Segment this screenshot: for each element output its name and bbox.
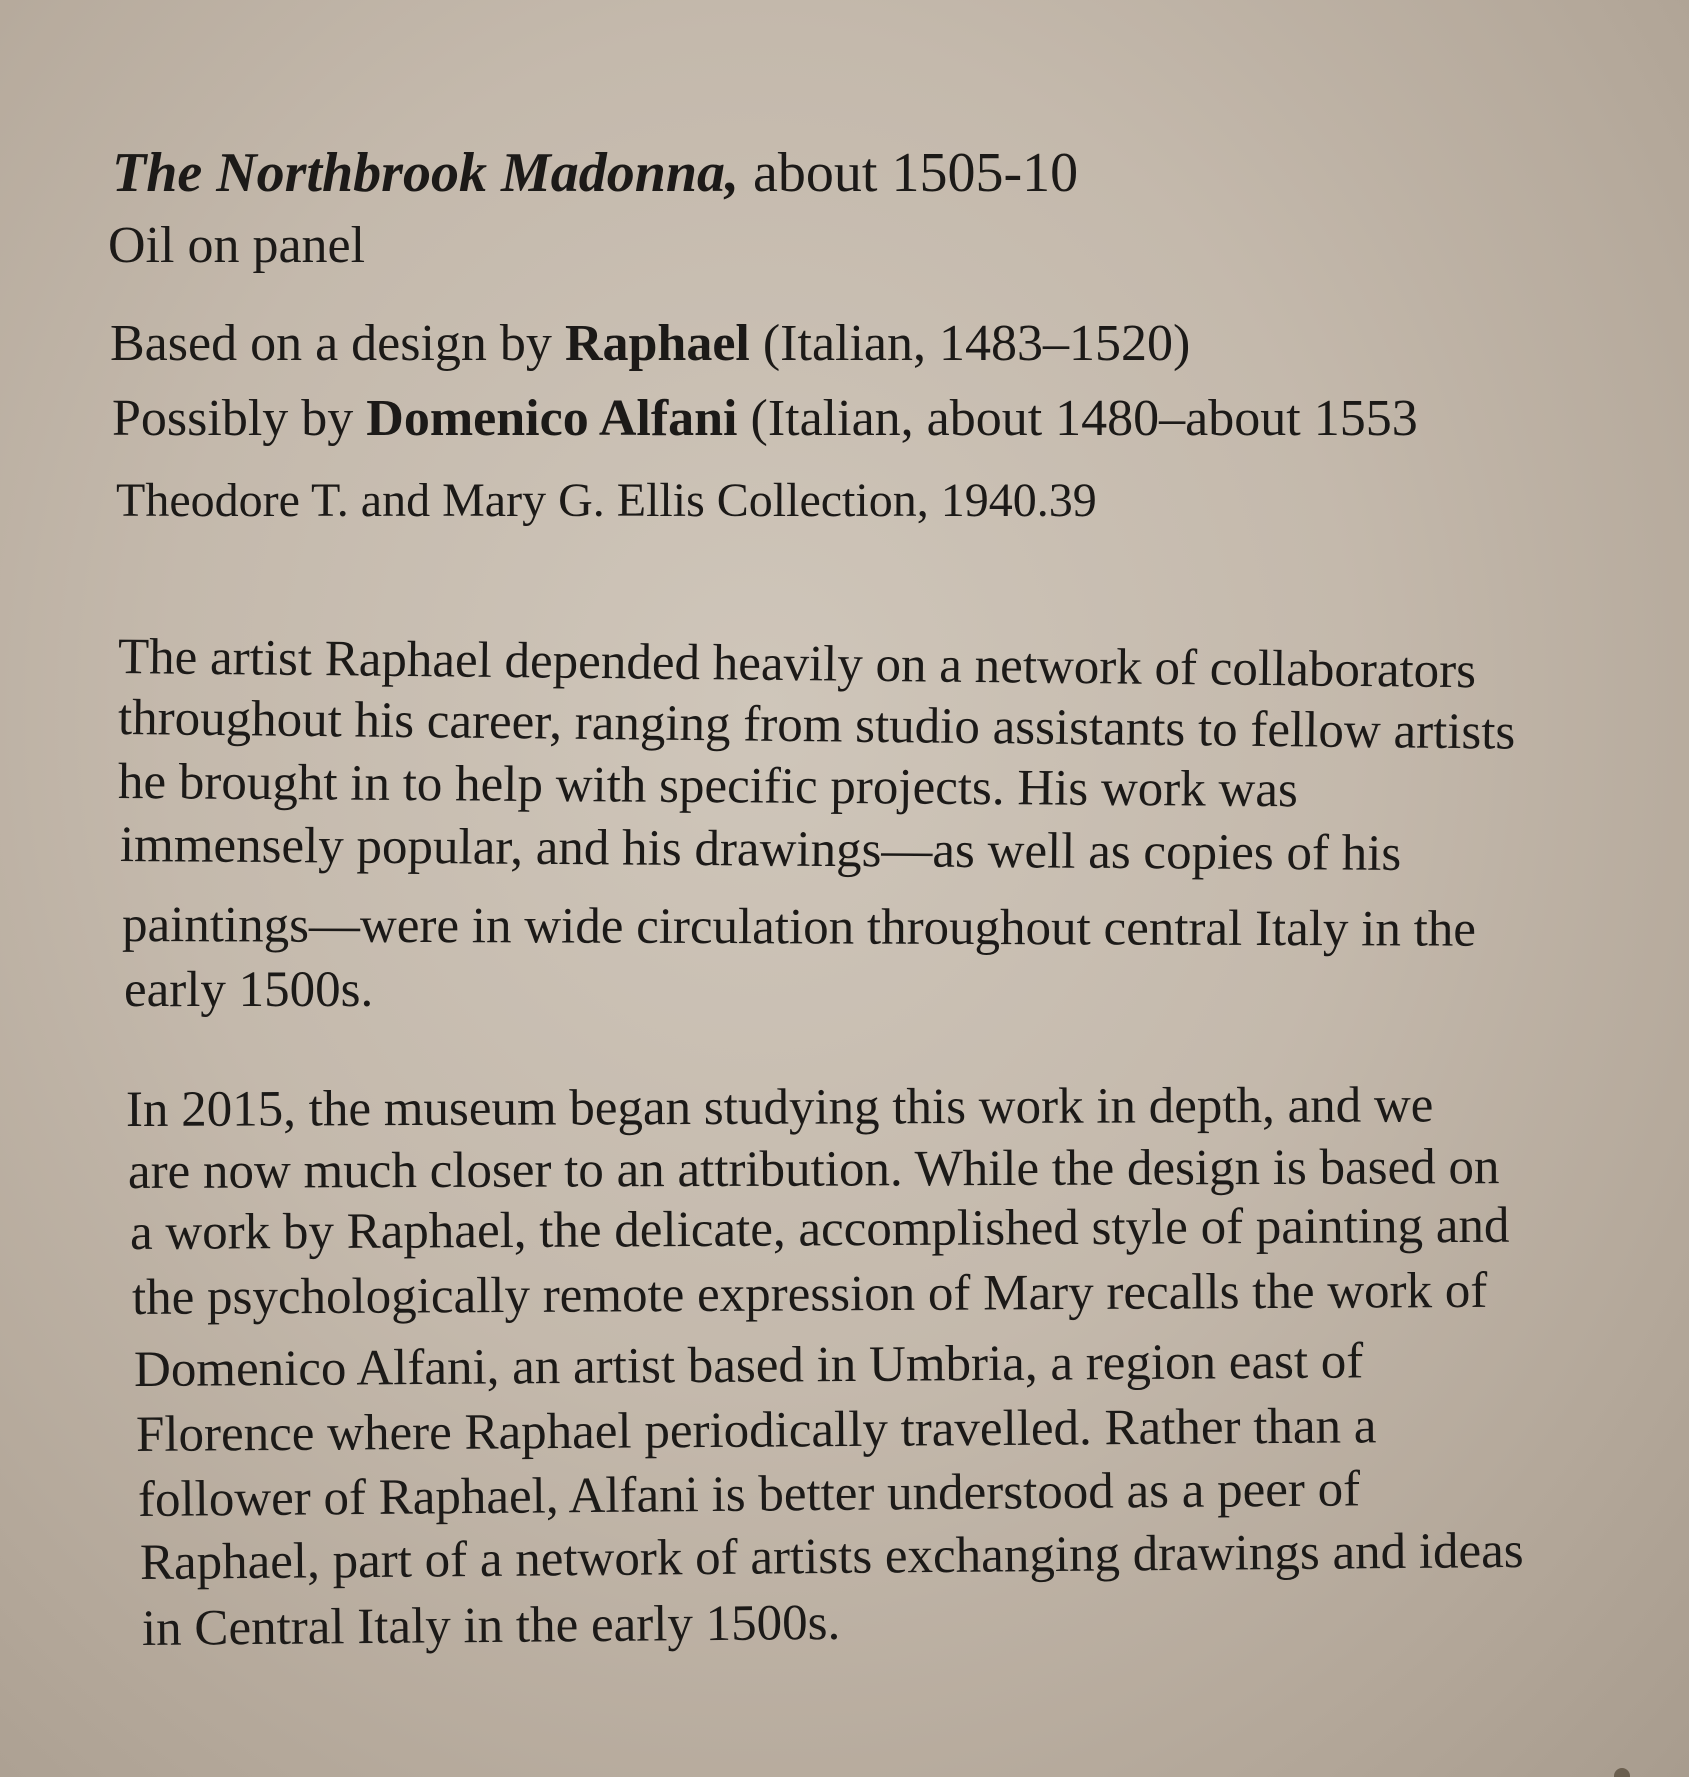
paragraph-line: Raphael, part of a network of artists exchanging drawings and ideas: [139, 1522, 1524, 1591]
design-prefix: Based on a design by: [110, 315, 565, 372]
artwork-title-line: [112, 142, 1079, 204]
paragraph-line: immensely popular, and his drawings—as well as copies of his: [119, 817, 1402, 882]
paragraph-line: Florence where Raphael periodically travelled. Rather than a: [135, 1398, 1377, 1463]
mounting-screw: [1614, 1768, 1630, 1777]
possibly-artist: Domenico Alfani: [366, 390, 738, 447]
paragraph-line: throughout his career, ranging from studio assistants to fellow artists: [117, 690, 1516, 761]
paragraph-line: In 2015, the museum began studying this work in depth, and we: [125, 1077, 1434, 1138]
paragraph-line: Domenico Alfani, an artist based in Umbria, a region east of: [133, 1333, 1364, 1398]
paragraph-line: are now much closer to an attribution. While the design is based on: [127, 1139, 1500, 1200]
design-suffix: (Italian, 1483–1520): [749, 315, 1191, 372]
artwork-date: about 1505-10: [739, 142, 1079, 204]
artwork-medium: Oil on panel: [108, 217, 366, 274]
artwork-title: The Northbrook Madonna,: [112, 142, 740, 204]
paragraph-line: paintings—were in wide circulation throughout central Italy in the: [121, 897, 1477, 958]
collection-credit: Theodore T. and Mary G. Ellis Collection, 1940.39: [116, 474, 1097, 527]
paragraph-line: The artist Raphael depended heavily on a network of collaborators: [117, 629, 1477, 700]
paragraph-line: he brought in to help with specific projects. His work was: [117, 754, 1299, 819]
possibly-suffix: (Italian, about 1480–about 1553: [737, 390, 1418, 447]
paragraph-line: follower of Raphael, Alfani is better understood as a peer of: [137, 1461, 1361, 1528]
possible-attribution: [112, 390, 1418, 447]
paragraph-line: in Central Italy in the early 1500s.: [141, 1594, 841, 1657]
design-artist: Raphael: [564, 315, 750, 372]
paragraph-line: the psychologically remote expression of Mary recalls the work of: [131, 1262, 1488, 1326]
paragraph-line: early 1500s.: [124, 962, 374, 1018]
design-attribution: [110, 315, 1191, 372]
paragraph-line: a work by Raphael, the delicate, accomplished style of painting and: [129, 1197, 1510, 1261]
possibly-prefix: Possibly by: [112, 390, 367, 447]
